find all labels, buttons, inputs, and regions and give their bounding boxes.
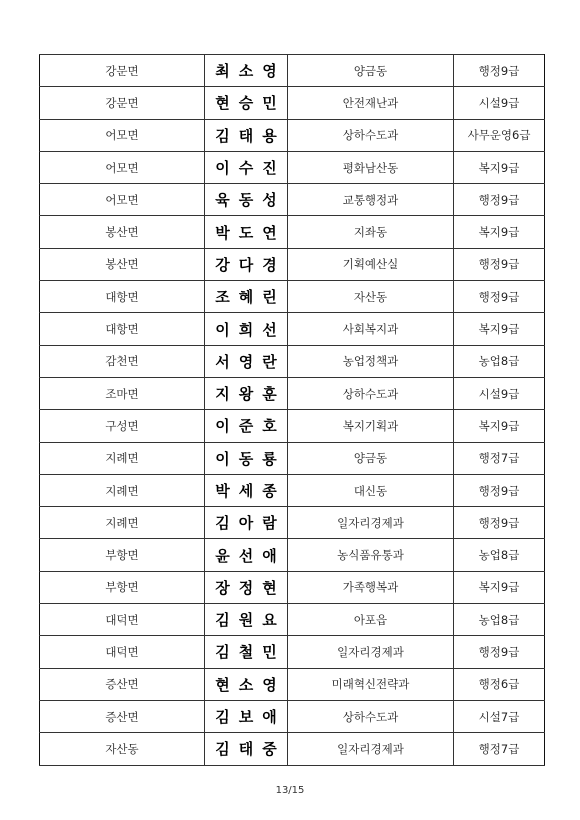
table-row — [40, 474, 545, 506]
table-row — [40, 733, 545, 765]
department-cell: 양금동 — [288, 55, 454, 87]
origin-cell: 자산동 — [40, 733, 205, 765]
department-cell: 농식품유통과 — [288, 539, 454, 571]
table-row — [40, 410, 545, 442]
name-cell: 현승민 — [205, 87, 288, 119]
table-row — [40, 248, 545, 280]
origin-cell: 부항면 — [40, 539, 205, 571]
department-cell: 상하수도과 — [288, 119, 454, 151]
grade-cell: 행정7급 — [454, 442, 545, 474]
grade-cell: 농업8급 — [454, 604, 545, 636]
table-row — [40, 571, 545, 603]
grade-cell: 농업8급 — [454, 345, 545, 377]
department-cell: 농업정책과 — [288, 345, 454, 377]
origin-cell: 증산면 — [40, 700, 205, 732]
department-cell: 미래혁신전략과 — [288, 668, 454, 700]
table-row — [40, 507, 545, 539]
table-row — [40, 668, 545, 700]
department-cell: 상하수도과 — [288, 377, 454, 409]
name-cell: 박도연 — [205, 216, 288, 248]
origin-cell: 구성면 — [40, 410, 205, 442]
grade-cell: 행정7급 — [454, 733, 545, 765]
origin-cell: 증산면 — [40, 668, 205, 700]
table-row — [40, 184, 545, 216]
grade-cell: 시설9급 — [454, 377, 545, 409]
table-row — [40, 345, 545, 377]
table-row — [40, 55, 545, 87]
name-cell: 이준호 — [205, 410, 288, 442]
grade-cell: 행정9급 — [454, 55, 545, 87]
table-row — [40, 377, 545, 409]
department-cell: 대신동 — [288, 474, 454, 506]
grade-cell: 행정9급 — [454, 281, 545, 313]
grade-cell: 농업8급 — [454, 539, 545, 571]
name-cell: 박세종 — [205, 474, 288, 506]
department-cell: 일자리경제과 — [288, 636, 454, 668]
table-row — [40, 87, 545, 119]
name-cell: 장정현 — [205, 571, 288, 603]
origin-cell: 지례면 — [40, 442, 205, 474]
origin-cell: 대항면 — [40, 313, 205, 345]
name-cell: 서영란 — [205, 345, 288, 377]
department-cell: 기획예산실 — [288, 248, 454, 280]
department-cell: 상하수도과 — [288, 700, 454, 732]
name-cell: 김철민 — [205, 636, 288, 668]
origin-cell: 대덕면 — [40, 636, 205, 668]
grade-cell: 복지9급 — [454, 151, 545, 183]
origin-cell: 대항면 — [40, 281, 205, 313]
department-cell: 양금동 — [288, 442, 454, 474]
name-cell: 육동성 — [205, 184, 288, 216]
grade-cell: 복지9급 — [454, 313, 545, 345]
table-row — [40, 604, 545, 636]
table-row — [40, 700, 545, 732]
origin-cell: 강문면 — [40, 55, 205, 87]
table-row — [40, 636, 545, 668]
name-cell: 김원요 — [205, 604, 288, 636]
name-cell: 이희선 — [205, 313, 288, 345]
name-cell: 강다경 — [205, 248, 288, 280]
name-cell: 윤선애 — [205, 539, 288, 571]
grade-cell: 시설7급 — [454, 700, 545, 732]
grade-cell: 행정9급 — [454, 474, 545, 506]
department-cell: 평화남산동 — [288, 151, 454, 183]
grade-cell: 복지9급 — [454, 571, 545, 603]
department-cell: 자산동 — [288, 281, 454, 313]
personnel-table — [39, 54, 545, 766]
department-cell: 가족행복과 — [288, 571, 454, 603]
origin-cell: 조마면 — [40, 377, 205, 409]
name-cell: 김아람 — [205, 507, 288, 539]
origin-cell: 어모면 — [40, 119, 205, 151]
grade-cell: 행정9급 — [454, 507, 545, 539]
grade-cell: 복지9급 — [454, 410, 545, 442]
department-cell: 일자리경제과 — [288, 733, 454, 765]
origin-cell: 강문면 — [40, 87, 205, 119]
origin-cell: 대덕면 — [40, 604, 205, 636]
department-cell: 교통행정과 — [288, 184, 454, 216]
name-cell: 조혜린 — [205, 281, 288, 313]
name-cell: 이수진 — [205, 151, 288, 183]
name-cell: 지왕훈 — [205, 377, 288, 409]
grade-cell: 행정9급 — [454, 636, 545, 668]
grade-cell: 복지9급 — [454, 216, 545, 248]
department-cell: 복지기획과 — [288, 410, 454, 442]
grade-cell: 행정9급 — [454, 184, 545, 216]
origin-cell: 어모면 — [40, 151, 205, 183]
origin-cell: 지례면 — [40, 474, 205, 506]
name-cell: 현소영 — [205, 668, 288, 700]
origin-cell: 지례면 — [40, 507, 205, 539]
name-cell: 이동룡 — [205, 442, 288, 474]
personnel-table-body — [40, 55, 545, 766]
name-cell: 최소영 — [205, 55, 288, 87]
grade-cell: 행정9급 — [454, 248, 545, 280]
name-cell: 김보애 — [205, 700, 288, 732]
table-row — [40, 442, 545, 474]
table-row — [40, 281, 545, 313]
department-cell: 지좌동 — [288, 216, 454, 248]
table-row — [40, 216, 545, 248]
grade-cell: 시설9급 — [454, 87, 545, 119]
table-row — [40, 539, 545, 571]
origin-cell: 감천면 — [40, 345, 205, 377]
grade-cell: 사무운영6급 — [454, 119, 545, 151]
origin-cell: 어모면 — [40, 184, 205, 216]
department-cell: 안전재난과 — [288, 87, 454, 119]
origin-cell: 봉산면 — [40, 248, 205, 280]
grade-cell: 행정6급 — [454, 668, 545, 700]
origin-cell: 부항면 — [40, 571, 205, 603]
origin-cell: 봉산면 — [40, 216, 205, 248]
page-number: 13/15 — [275, 785, 305, 796]
table-row — [40, 151, 545, 183]
table-row — [40, 119, 545, 151]
department-cell: 일자리경제과 — [288, 507, 454, 539]
department-cell: 아포읍 — [288, 604, 454, 636]
name-cell: 김태용 — [205, 119, 288, 151]
name-cell: 김태중 — [205, 733, 288, 765]
department-cell: 사회복지과 — [288, 313, 454, 345]
table-row — [40, 313, 545, 345]
